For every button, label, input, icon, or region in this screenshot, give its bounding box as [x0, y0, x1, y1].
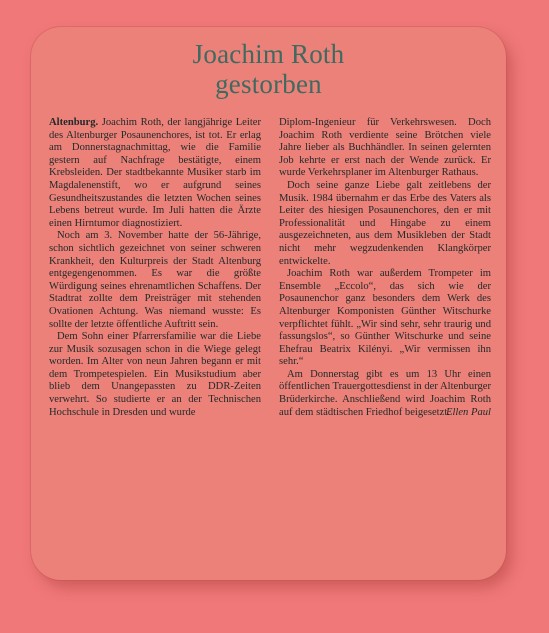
- byline: Ellen Paul: [445, 406, 491, 418]
- newspaper-clipping: [31, 27, 506, 580]
- column-left: [49, 117, 261, 567]
- paragraph-left-3: Dem Sohn einer Pfarrersfamilie war die Liebe zur Musik sozusagen schon in die Wiege gelegt worden. Im Alter von neun Jahren begann er mit dem Trompetespielen. Ein Musikstudium aber blieb dem Unangepassten zu DDR-Zeiten verwehrt. So studierte er an der Technischen Hochschule in Dresden und wurde: [49, 331, 261, 418]
- headline-line-2: gestorben: [215, 69, 322, 99]
- paragraph-left-1: [49, 117, 261, 230]
- headline-line-1: Joachim Roth: [192, 39, 345, 69]
- paragraph-left-2: Noch am 3. November hatte der 56-Jährige, schon sichtlich gezeichnet von seiner schweren Krankheit, den Kulturpreis der Stadt Altenburg entgegengenommen. Es war die größte Würdigung seines ehrenamtlichen Schaffens. Der Stadtrat zollte dem Preisträger mit stehenden Ovationen Achtung. Was niemand wusste: Es sollte der letzte öffentliche Auftritt sein.: [49, 230, 261, 330]
- paragraph-text: Joachim Roth, der langjährige Leiter des Altenburger Posaunenchores, ist tot. Er erlag am Donnerstagnachmittag, wie die Familie gestern auf Nachfrage bestätigte, einem Krebsleiden. Der stadtbekannte Musiker starb im Magdalenenstift, wo er aufgrund seines Gesundheitszustandes die letzten Wochen seines Lebens betreut wurde. Im Juli hatten die Ärzte einen Hirntumor diagnostiziert.: [49, 117, 261, 229]
- dateline: Altenburg.: [49, 117, 99, 128]
- paragraph-right-4: Am Donnerstag gibt es um 13 Uhr einen öffentlichen Trauergottesdienst in der Altenburger Brüderkirche. Anschließend wird Joachim Roth auf dem städtischen Friedhof beigesetzt.: [279, 368, 491, 418]
- column-right: [279, 117, 491, 567]
- article-body: [49, 117, 491, 567]
- paragraph-right-1: Diplom-Ingenieur für Verkehrswesen. Doch Joachim Roth verdiente seine Brötchen viele Jahre lieber als Buchhändler. In seinen gelernten Job kehrte er erst nach der Wende zurück. Er wurde Verkehrsplaner im Altenburger Rathaus.: [279, 117, 491, 179]
- paragraph-right-3: Joachim Roth war außerdem Trompeter im Ensemble „Eccolo“, das sich wie der Posaunenchor ganz besonders dem Werk des Altenburger Komponisten Günther Witschurke verpflichtet fühlt. „Wir sind sehr, sehr traurig und fassungslos“, so Günther Witschurke und seine Ehefrau Beatrix Kilényi. „Wir vermissen ihn sehr.“: [279, 268, 491, 368]
- headline: [31, 27, 506, 99]
- paragraph-right-2: Doch seine ganze Liebe galt zeitlebens der Musik. 1984 übernahm er das Erbe des Vaters als Leiter des hiesigen Posaunenchores, den er mit Professionalität und Hingabe zu einem ausgezeichneten, aus dem Musikleben der Stadt nicht mehr wegzudenkenden Klangkörper entwickelte.: [279, 179, 491, 267]
